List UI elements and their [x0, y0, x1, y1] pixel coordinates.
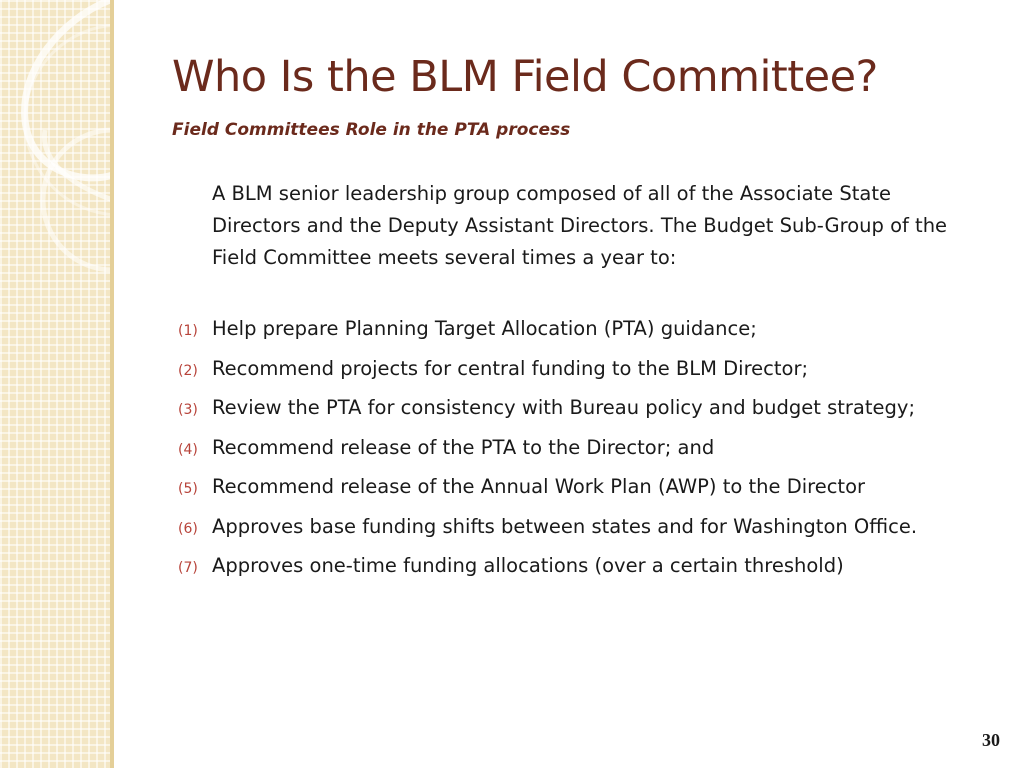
list-item-text: Approves one-time funding allocations (over a certain threshold) [212, 554, 844, 577]
list-item-number: (2) [178, 362, 198, 379]
list-item-text: Recommend projects for central funding to the BLM Director; [212, 356, 809, 380]
page-number: 30 [982, 730, 1000, 750]
intro-paragraph: A BLM senior leadership group composed of all of the Associate State Directors and the Deputy Assistant Directors. The Budget Sub-Group of the Field Committee meets several times a year to: [212, 182, 948, 269]
list-item-text: Review the PTA for consistency with Bureau policy and budget strategy; [212, 396, 916, 419]
list-item [178, 475, 998, 515]
list-item-number: (5) [178, 481, 198, 497]
slide-subtitle: Field Committees Role in the PTA process [172, 120, 571, 140]
side-panel-edge [110, 0, 114, 768]
list-item-text: Recommend release of the Annual Work Plan (AWP) to the Director [212, 475, 866, 498]
slide-title: Who Is the BLM Field Committee? [172, 52, 878, 102]
list-item [178, 436, 998, 476]
list-item-number: (3) [178, 402, 198, 418]
list-item-number: (6) [178, 520, 198, 537]
list-item-text: Help prepare Planning Target Allocation (PTA) guidance; [212, 317, 757, 340]
list-item-text: Approves base funding shifts between states and for Washington Office. [212, 514, 918, 538]
list-item-number: (7) [178, 560, 198, 576]
list-item-text: Recommend release of the PTA to the Director; and [212, 435, 715, 459]
list-item-number: (1) [178, 323, 198, 339]
list-item-number: (4) [178, 441, 198, 458]
decorative-side-panel [0, 0, 113, 768]
list-item [178, 396, 998, 436]
list-item [178, 357, 998, 397]
responsibilities-list [178, 317, 998, 594]
decorative-swirl-graphic [0, 0, 113, 300]
list-item [178, 554, 998, 594]
list-item [178, 515, 998, 555]
list-item [178, 317, 998, 357]
